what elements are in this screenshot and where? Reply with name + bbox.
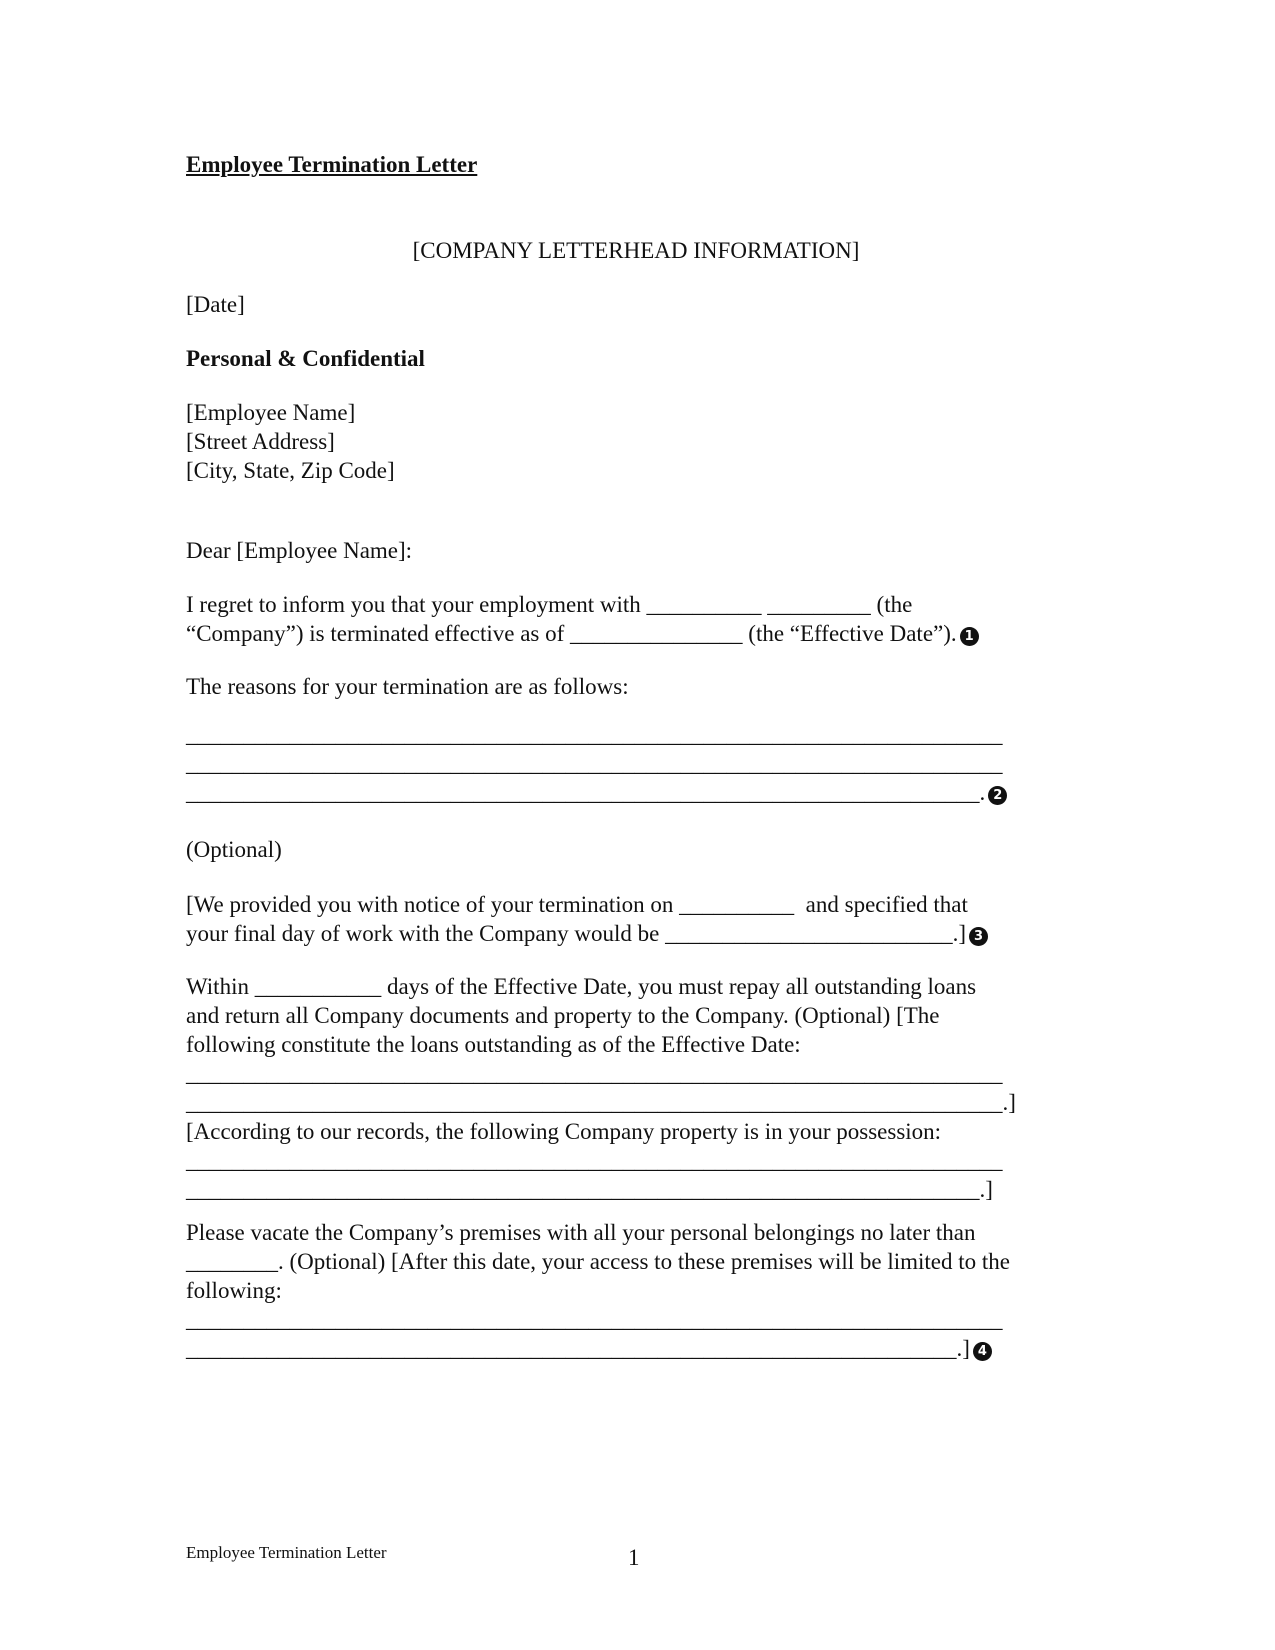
paragraph-line: I regret to inform you that your employment with __________ _________ (the bbox=[186, 592, 913, 617]
paragraph-line: following constitute the loans outstanding as of the Effective Date: bbox=[186, 1032, 801, 1057]
reason-lines bbox=[186, 720, 1086, 807]
blank-line: _______________________________________________________________________ bbox=[186, 1148, 1003, 1173]
address-line: [Employee Name] bbox=[186, 400, 356, 425]
blank-line: ___________________________________________________________________.] 4 bbox=[186, 1334, 1086, 1363]
paragraph-line: [According to our records, the following Company property is in your possession: bbox=[186, 1119, 942, 1144]
address-block bbox=[186, 398, 1086, 485]
address-line: [City, State, Zip Code] bbox=[186, 458, 395, 483]
paragraph-line: Please vacate the Company’s premises with all your personal belongings no later than bbox=[186, 1220, 976, 1245]
note-marker-2: 2 bbox=[988, 786, 1007, 805]
blank-line: _______________________________________________________________________.] bbox=[186, 1090, 1016, 1115]
letterhead-placeholder: [COMPANY LETTERHEAD INFORMATION] bbox=[412, 238, 860, 263]
blank-line: _______________________________________________________________________ bbox=[186, 751, 1003, 776]
blank-line: _____________________________________________________________________. 2 bbox=[186, 778, 1086, 807]
paragraph-loans-property bbox=[186, 972, 1086, 1204]
paragraph-notice bbox=[186, 890, 1086, 948]
paragraph-line: ________. (Optional) [After this date, your access to these premises will be limited to the bbox=[186, 1249, 1010, 1274]
salutation: Dear [Employee Name]: bbox=[186, 538, 413, 563]
paragraph-line: and return all Company documents and property to the Company. (Optional) [The bbox=[186, 1003, 940, 1028]
paragraph-line: Within ___________ days of the Effective Date, you must repay all outstanding loans bbox=[186, 974, 977, 999]
note-marker-4: 4 bbox=[973, 1342, 992, 1361]
blank-line: _______________________________________________________________________ bbox=[186, 1061, 1003, 1086]
paragraph-line: [We provided you with notice of your termination on __________ and specified that bbox=[186, 892, 968, 917]
paragraph-premises bbox=[186, 1218, 1086, 1363]
paragraph-line: following: bbox=[186, 1278, 282, 1303]
address-line: [Street Address] bbox=[186, 429, 335, 454]
paragraph-employment bbox=[186, 590, 1086, 648]
paragraph-reasons-intro: The reasons for your termination are as follows: bbox=[186, 674, 629, 699]
blank-line: _____________________________________________________________________.] bbox=[186, 1177, 993, 1202]
footer-text: Employee Termination Letter bbox=[186, 1543, 387, 1562]
note-marker-3: 3 bbox=[969, 927, 988, 946]
document-title: Employee Termination Letter bbox=[186, 152, 478, 177]
blank-line: _______________________________________________________________________ bbox=[186, 1307, 1003, 1332]
note-marker-1: 1 bbox=[960, 627, 979, 646]
blank-line: _______________________________________________________________________ bbox=[186, 722, 1003, 747]
confidential-heading: Personal & Confidential bbox=[186, 346, 425, 371]
page-number: 1 bbox=[628, 1545, 640, 1570]
optional-label: (Optional) bbox=[186, 837, 282, 862]
paragraph-line: “Company”) is terminated effective as of _______________ (the “Effective Date”). 1 bbox=[186, 619, 1086, 648]
paragraph-line: your final day of work with the Company would be _________________________.] 3 bbox=[186, 919, 1086, 948]
date-placeholder: [Date] bbox=[186, 292, 245, 317]
